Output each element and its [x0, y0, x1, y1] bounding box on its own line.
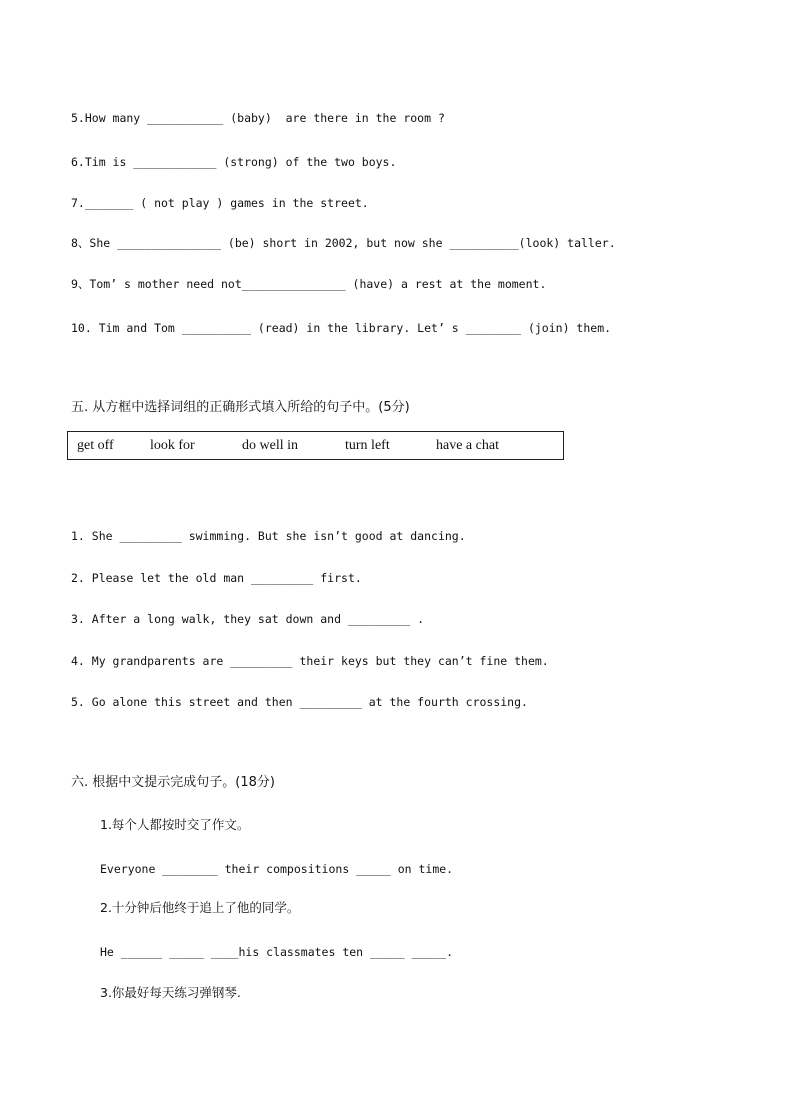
exercise-4-item-7: 7._______ ( not play ) games in the street.: [71, 196, 369, 210]
phrase-have-a-chat: have a chat: [436, 438, 499, 453]
phrase-get-off: get off: [77, 438, 114, 453]
exercise-4-item-5: 5.How many ___________ (baby) are there in the room ?: [71, 111, 445, 125]
section-5-heading: 五. 从方框中选择词组的正确形式填入所给的句子中。(5分): [71, 400, 410, 415]
exercise-5-item-1: 1. She _________ swimming. But she isn’t good at dancing.: [71, 529, 466, 543]
phrase-do-well-in: do well in: [242, 438, 298, 453]
exercise-6-item-2-chinese: 2.十分钟后他终于追上了他的同学。: [100, 900, 300, 915]
section-6-heading: 六. 根据中文提示完成句子。(18分): [71, 775, 275, 790]
exercise-6-item-3-chinese: 3.你最好每天练习弹钢琴.: [100, 985, 241, 1000]
exercise-6-item-2-english: He ______ _____ ____his classmates ten _____ _____.: [100, 945, 454, 959]
phrase-box: [67, 431, 564, 460]
exercise-6-item-1-english: Everyone ________ their compositions _____ on time.: [100, 862, 454, 876]
exercise-4-item-9: 9、Tom’ s mother need not_______________ (have) a rest at the moment.: [71, 277, 547, 291]
exercise-6-item-1-chinese: 1.每个人都按时交了作文。: [100, 817, 250, 832]
exercise-4-item-8: 8、She _______________ (be) short in 2002, but now she __________(look) taller.: [71, 236, 616, 250]
exercise-5-item-4: 4. My grandparents are _________ their keys but they can’t fine them.: [71, 654, 549, 668]
exercise-5-item-5: 5. Go alone this street and then _________ at the fourth crossing.: [71, 695, 528, 709]
exercise-5-item-3: 3. After a long walk, they sat down and _________ .: [71, 612, 425, 626]
exercise-4-item-6: 6.Tim is ____________ (strong) of the two boys.: [71, 155, 397, 169]
phrase-look-for: look for: [150, 438, 195, 453]
phrase-turn-left: turn left: [345, 438, 390, 453]
exercise-5-item-2: 2. Please let the old man _________ first.: [71, 571, 362, 585]
exercise-4-item-10: 10. Tim and Tom __________ (read) in the library. Let’ s ________ (join) them.: [71, 321, 612, 335]
